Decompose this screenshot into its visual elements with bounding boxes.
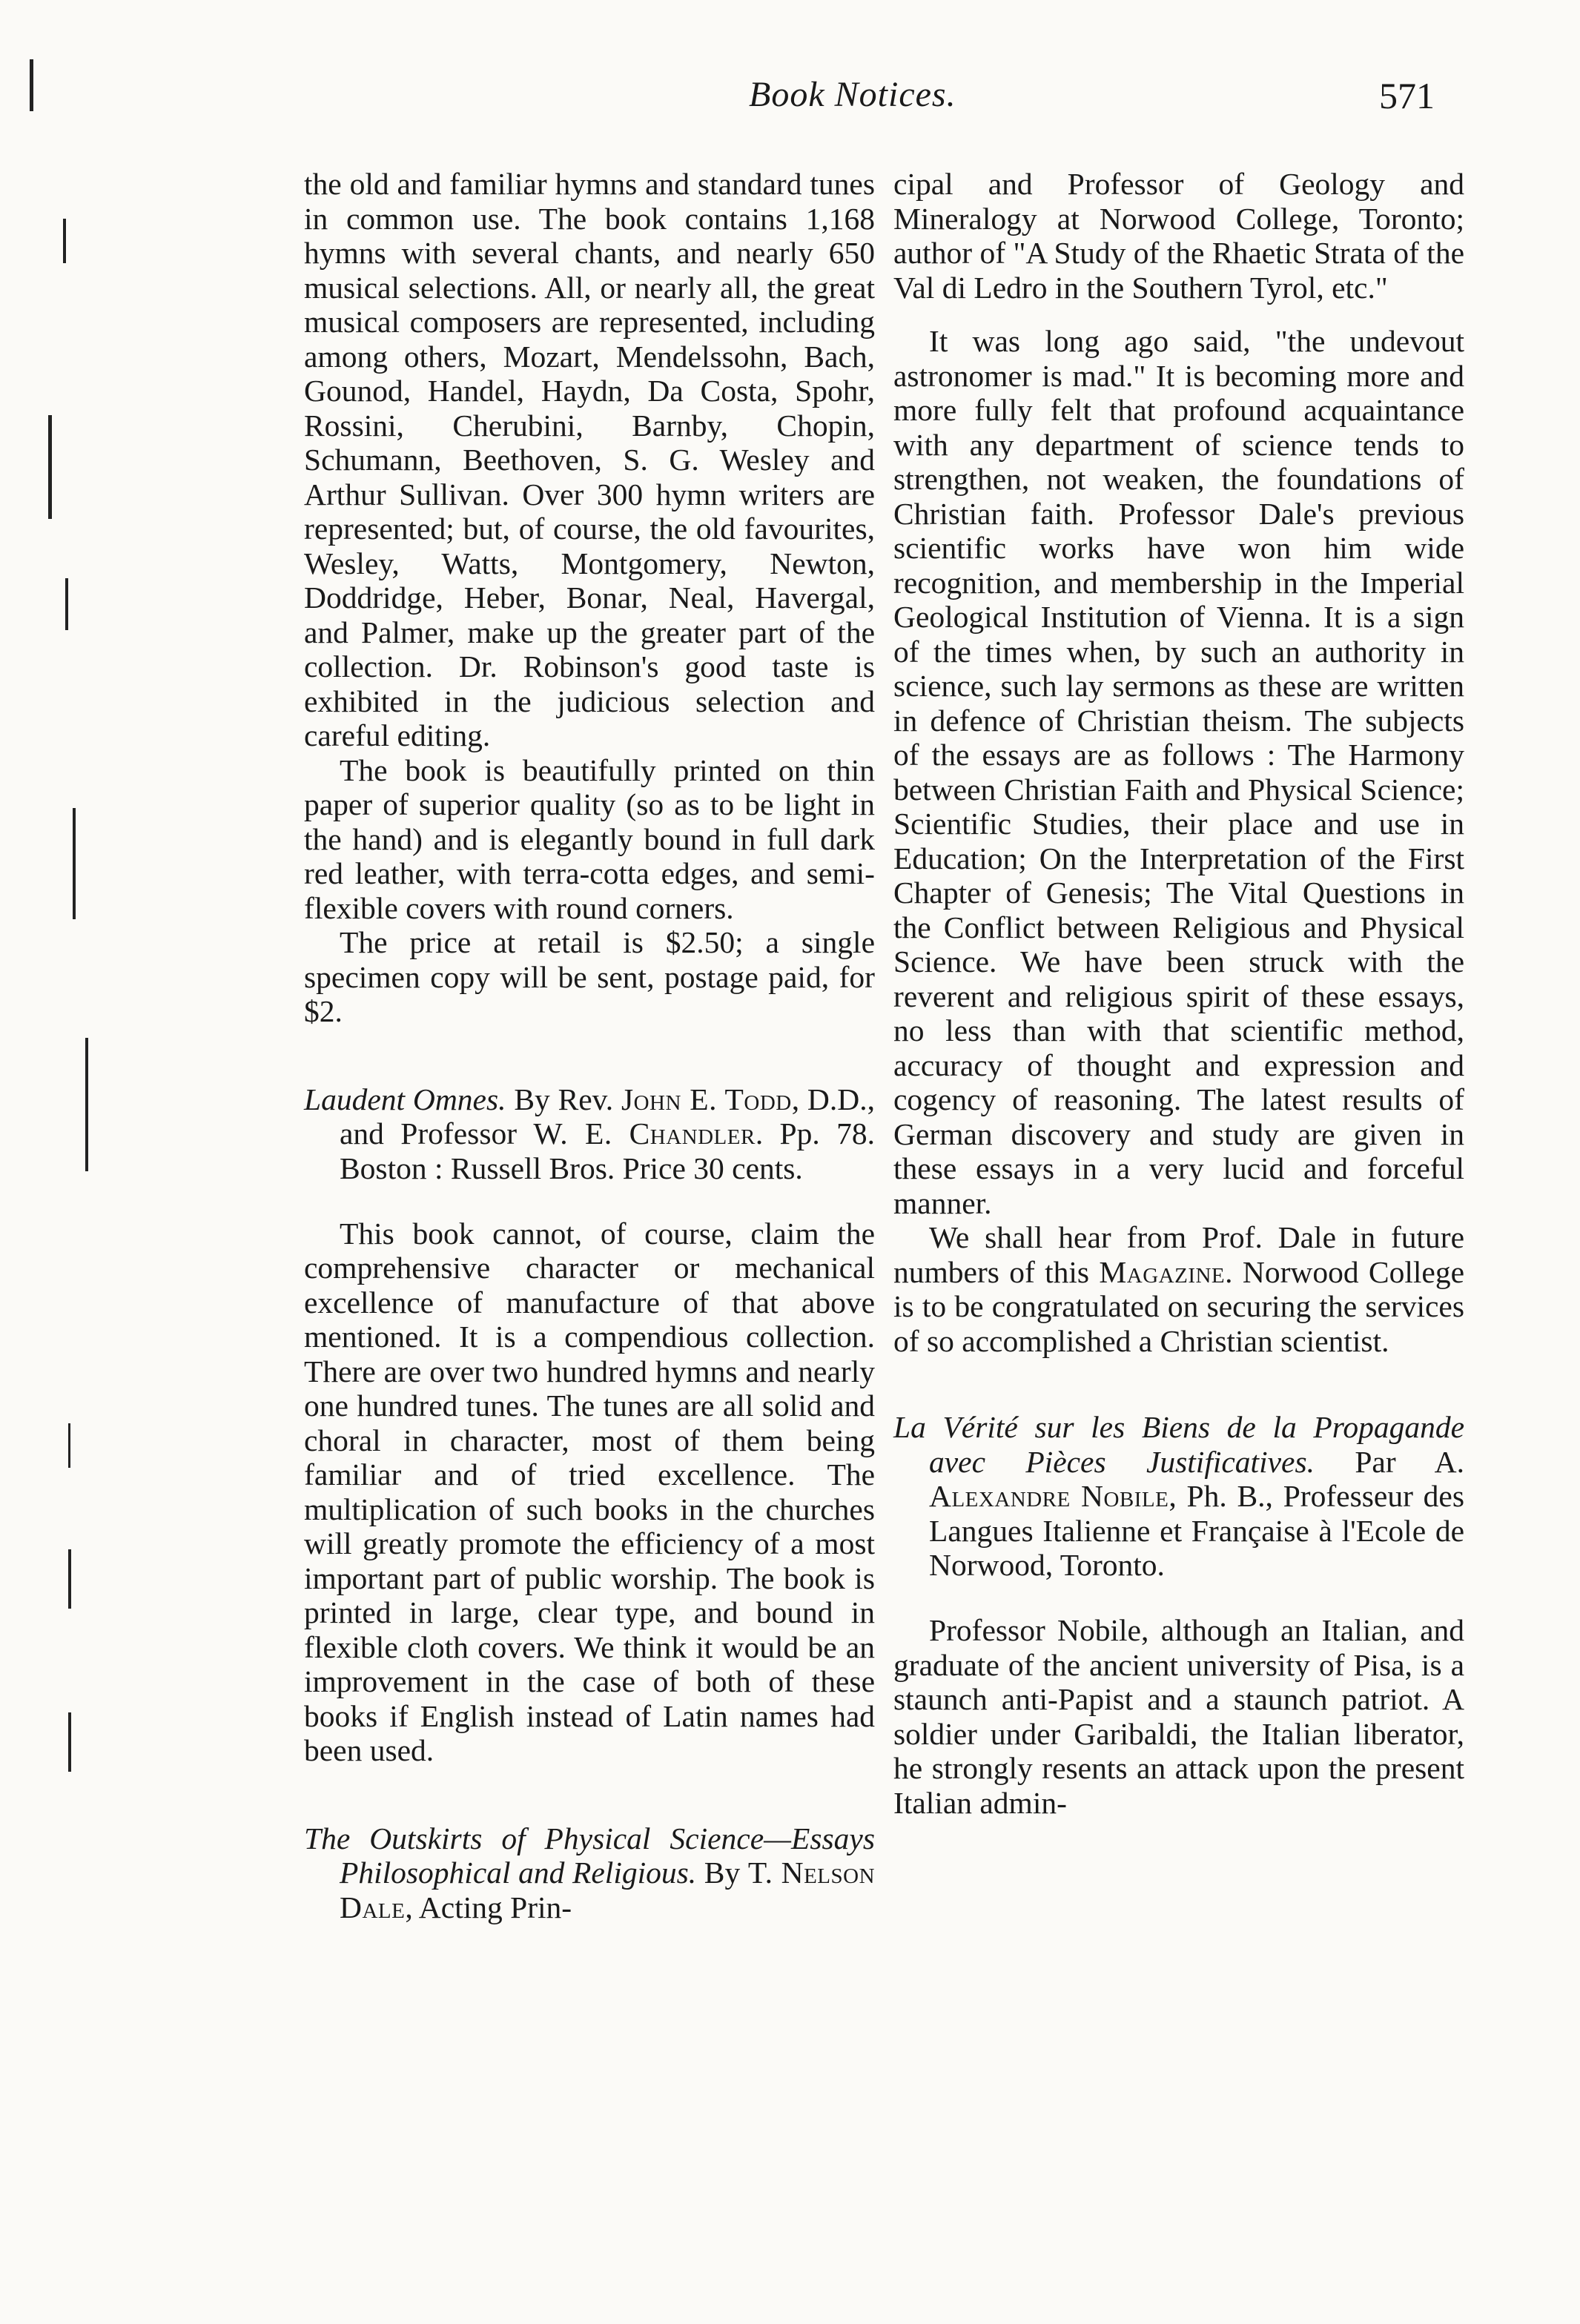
author-name: W. E. Chandler [533,1116,756,1151]
text-run: . Norwood College is to be congratulated on securing the services of so accomplished a Christian scientist. [893,1254,1464,1358]
margin-mark [68,1549,71,1609]
paragraph: This book cannot, of course, claim the comprehensive character or mechanical excellence of manufacture of that above mentioned. It is a compendious collection. There are over two hundred hymns and nearly one hundred tunes. The tunes are all solid and choral in character, most of them being familiar and of tried excellence. The multiplication of such books in the churches will greatly promote the efficiency of a most important part of public worship. The book is printed in large, clear type, and bound in flexible cloth covers. We think it would be an improvement in the case of both of these books if English instead of Latin names had been used. [304,1216,875,1767]
margin-mark [85,1038,88,1171]
margin-mark [48,415,52,519]
margin-mark [68,1423,70,1468]
book-title: The Outskirts of Physical Science—Essays Philosophical and Religious. [304,1821,875,1890]
margin-mark [65,578,68,630]
book-entry-outskirts [304,1821,875,1925]
paragraph: The book is beautifully printed on thin paper of superior quality (so as to be light in the hand) and is elegantly bound in full dark red leather, with terra-cotta edges, and semi-flexible covers with round corners. [304,752,875,925]
paragraph: The price at retail is $2.50; a single specimen copy will be sent, postage paid, for $2. [304,925,875,1028]
page-number: 571 [1379,75,1435,116]
author-name: T. Nelson Dale [340,1855,876,1924]
book-entry-la-verite [893,1410,1464,1583]
left-column [304,167,875,1956]
margin-mark [73,808,76,919]
margin-mark [30,59,33,111]
paragraph: Professor Nobile, although an Italian, and graduate of the ancient university of Pisa, is a staunch anti-Papist and a staunch patriot. A soldier under Garibaldi, the Italian liberator, he strongly resents an attack upon the present Italian admin- [893,1613,1464,1820]
paragraph: It was long ago said, "the undevout astronomer is mad." It is becoming more and more fully felt that profound acquaintance with any department of science tends to strengthen, not weaken, the foundations of Christian faith. Professor Dale's previous scientific works have won him wide recognition, and membership in the Imperial Geological Institution of Vienna. It is a sign of the times when, by such an authority in science, such lay sermons as these are written in defence of Christian theism. The subjects of the essays are as follows : The Harmony between Christian Faith and Physical Science; Scientific Studies, their place and use in Education; On the Interpretation of the First Chapter of Genesis; The Vital Questions in the Conflict between Religious and Physical Science. We have been struck with the reverent and religious spirit of these essays, no less than with that scientific method, accuracy of thought and expression and cogency of reasoning. The latest results of German discovery and study are given in these essays in a very lucid and forceful manner. [893,324,1464,1220]
paragraph: the old and familiar hymns and standard tunes in common use. The book contains 1,168 hymns with several chants, and nearly 650 musical selections. All, or nearly all, the great musical composers are represented, including among others, Mozart, Mendelssohn, Bach, Gounod, Handel, Haydn, Da Costa, Spohr, Rossini, Cherubini, Barnby, Chopin, Schumann, Beethoven, S. G. Wesley and Arthur Sullivan. Over 300 hymn writers are represented; but, of course, the old favourites, Wesley, Watts, Montgomery, Newton, Doddridge, Heber, Bonar, Neal, Havergal, and Palmer, make up the greater part of the collection. Dr. Robinson's good taste is exhibited in the judicious selection and careful editing. [304,167,875,752]
byline-prefix: Par A. [1355,1444,1465,1479]
magazine-name: Magazine [1099,1254,1226,1289]
byline-middle: , D.D., and Professor [340,1082,875,1151]
book-title: Laudent Omnes. [304,1082,506,1116]
margin-mark [63,219,66,263]
byline-prefix: By Rev. [514,1082,614,1116]
author-name: Alexandre Nobile [929,1479,1169,1513]
book-title: La Vérité sur les Biens de la Propagande avec Pièces Justificatives. [893,1410,1464,1479]
right-column [893,167,1464,1820]
text-run: We shall hear from Prof. Dale in future numbers of this [893,1220,1464,1289]
publication-details: . Pp. 78. Boston : Russell Bros. Price 30 cents. [340,1116,875,1185]
publication-details: , Acting Prin- [405,1890,572,1924]
paragraph [893,1220,1464,1358]
author-name: John E. Todd [621,1082,792,1116]
book-entry-laudent-omnes [304,1082,875,1186]
publication-details: , Ph. B., Professeur des Langues Italienne et Française à l'Ecole de Norwood, Toronto. [929,1479,1464,1582]
margin-mark [68,1712,71,1772]
running-title: Book Notices. [749,75,956,114]
paragraph: cipal and Professor of Geology and Mineralogy at Norwood College, Toronto; author of "A Study of the Rhaetic Strata of the Val di Ledro in the Southern Tyrol, etc." [893,167,1464,305]
byline-prefix: By [704,1855,741,1890]
